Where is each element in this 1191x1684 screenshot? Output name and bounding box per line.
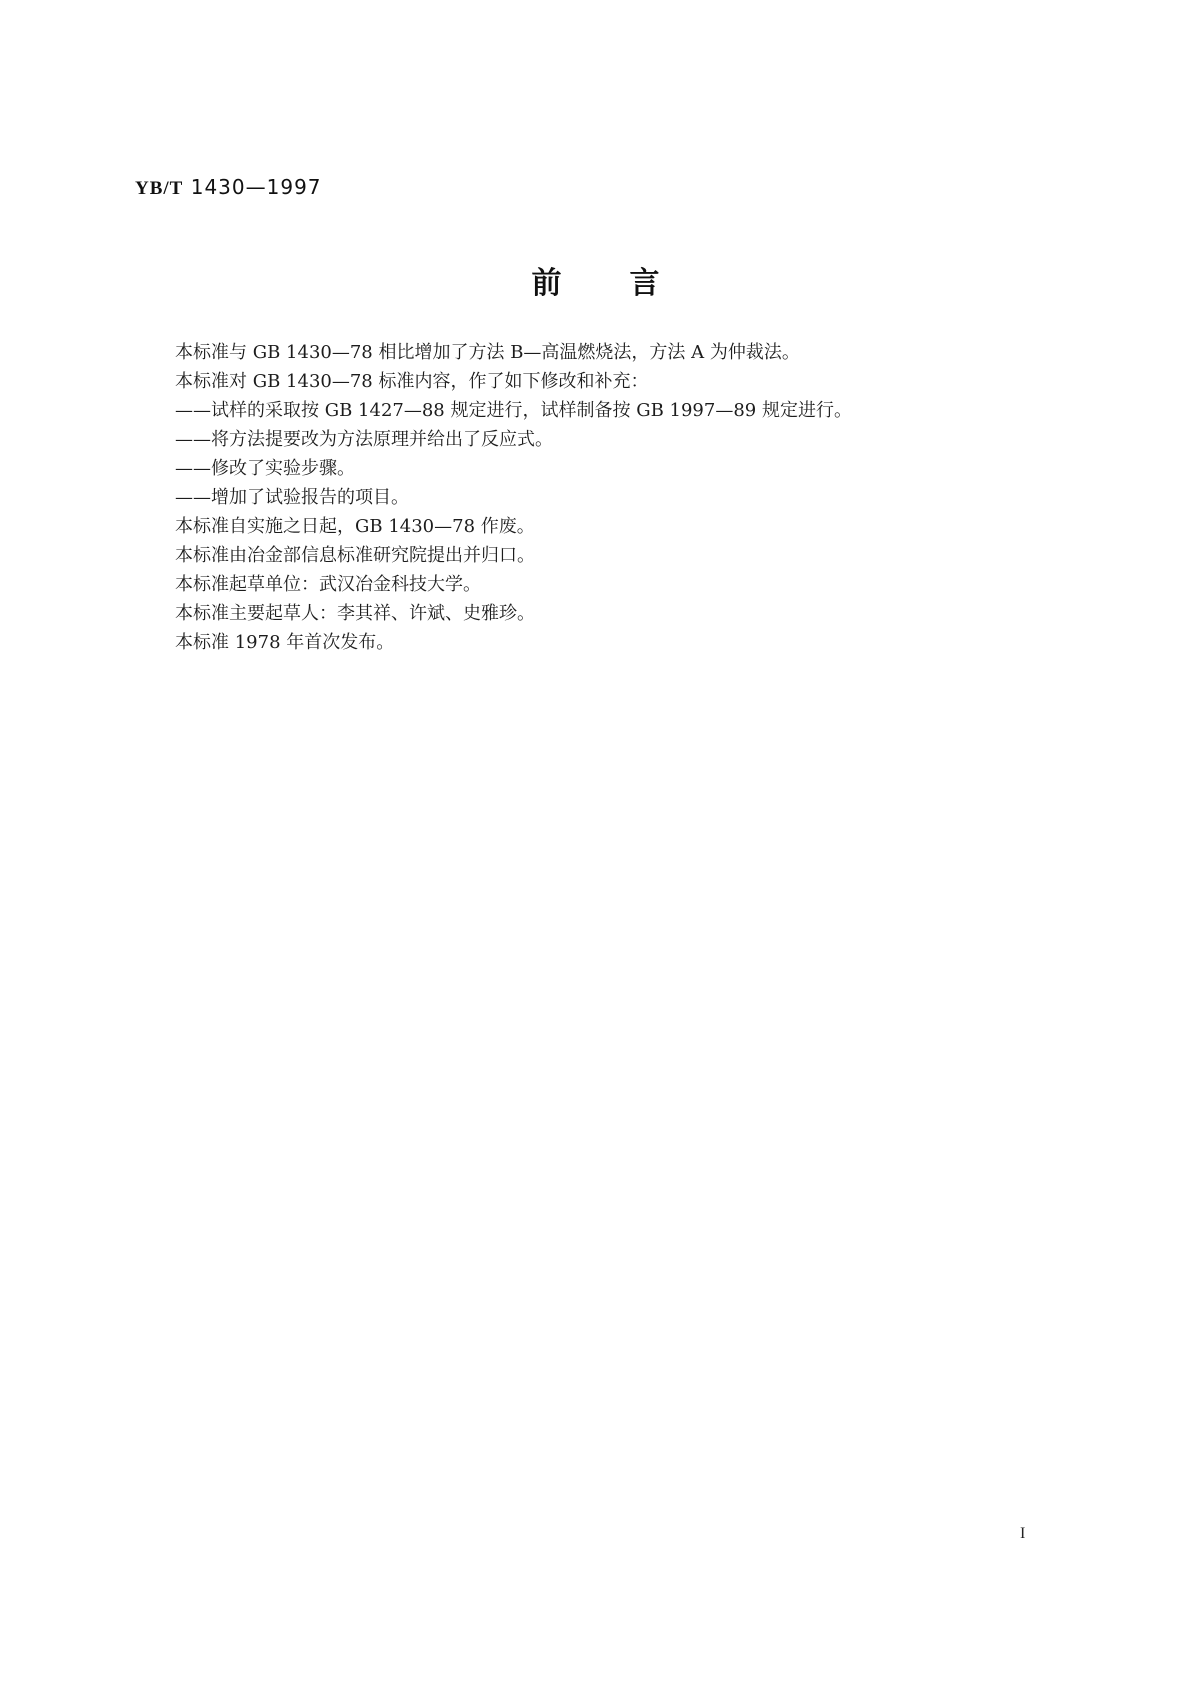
foreword-line: 本标准对 GB 1430—78 标准内容，作了如下修改和补充： xyxy=(175,371,649,392)
foreword-line: 本标准自实施之日起，GB 1430—78 作废。 xyxy=(175,516,535,537)
standard-code xyxy=(135,175,322,200)
foreword-line: ——试样的采取按 GB 1427—88 规定进行，试样制备按 GB 1997—89 规定进行。 xyxy=(175,400,852,421)
foreword-line: 本标准与 GB 1430—78 相比增加了方法 B—高温燃烧法，方法 A 为仲裁法。 xyxy=(175,342,800,363)
foreword-line: ——修改了实验步骤。 xyxy=(175,458,355,479)
page-number: I xyxy=(1020,1525,1026,1542)
standard-number: 1430—1997 xyxy=(190,175,322,199)
foreword-line: 本标准 1978 年首次发布。 xyxy=(175,632,395,653)
foreword-line: 本标准由冶金部信息标准研究院提出并归口。 xyxy=(175,545,535,566)
foreword-line: ——将方法提要改为方法原理并给出了反应式。 xyxy=(175,429,553,450)
foreword-line: 本标准起草单位：武汉冶金科技大学。 xyxy=(175,574,481,595)
page-title: 前言 xyxy=(531,266,728,301)
foreword-body xyxy=(175,338,1135,657)
standard-prefix: YB/T xyxy=(135,178,184,199)
foreword-line: 本标准主要起草人：李其祥、许斌、史雅珍。 xyxy=(175,603,535,624)
foreword-line: ——增加了试验报告的项目。 xyxy=(175,487,409,508)
